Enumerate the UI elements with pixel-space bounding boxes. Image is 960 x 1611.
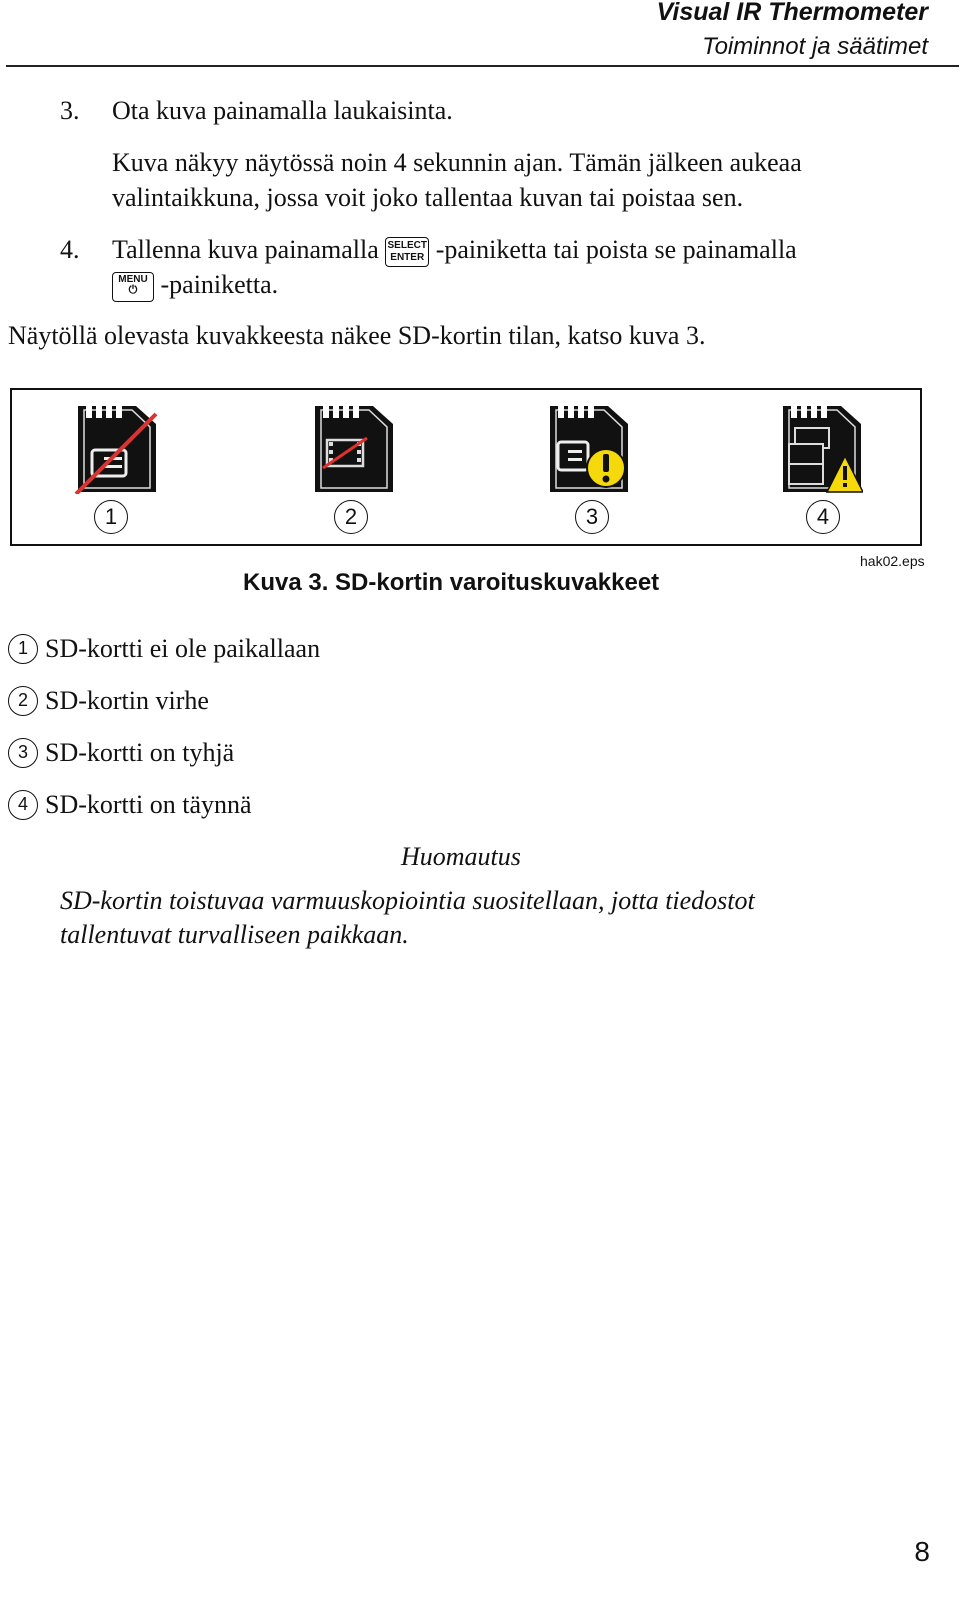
step-detail-line: Kuva näkyy näytössä noin 4 sekunnin ajan. Tämän jälkeen aukeaa [112,148,802,177]
legend-item [8,790,252,826]
figure-filename: hak02.eps [860,553,925,569]
legend-item [8,634,320,670]
legend-item [8,686,209,722]
legend-number: 4 [8,790,38,820]
sd-card-full-icon [779,402,863,494]
step-text [112,267,278,303]
step-text-part: Tallenna kuva painamalla [112,235,379,264]
step-text-part: -painiketta. [160,270,279,299]
step-text [112,232,797,268]
figure-callout-4: 4 [806,500,840,534]
legend-text: SD-kortti on täynnä [45,790,252,819]
sd-card-empty-icon [546,402,630,494]
step-number: 3. [60,96,80,125]
figure-callout-1: 1 [94,500,128,534]
legend-text: SD-kortin virhe [45,686,209,715]
figure-callout-2: 2 [334,500,368,534]
power-symbol-icon: ⏻ [128,284,138,297]
header-divider [6,65,959,67]
key-label-menu: MENU [118,274,148,286]
step-text-part: -painiketta tai poista se painamalla [435,235,797,264]
figure-caption: Kuva 3. SD-kortin varoituskuvakkeet [243,569,660,596]
step-text: Ota kuva painamalla laukaisinta. [112,96,453,125]
legend-item [8,738,234,774]
legend-number: 3 [8,738,38,768]
menu-key-icon [112,272,154,302]
legend-text: SD-kortti on tyhjä [45,738,235,767]
sd-card-missing-icon [74,402,158,494]
figure-callout-3: 3 [575,500,609,534]
document-title: Visual IR Thermometer [656,0,928,26]
page-number: 8 [914,1536,930,1567]
legend-number: 2 [8,686,38,716]
note-title: Huomautus [401,842,521,871]
select-enter-key-icon [385,237,429,267]
note-text: SD-kortin toistuvaa varmuuskopiointia suositellaan, jotta tiedostot tallentuvat turvalliseen paikkaan. [60,886,755,949]
step-detail-line: valintaikkuna, jossa voit joko tallentaa kuvan tai poistaa sen. [112,183,744,212]
legend-number: 1 [8,634,38,664]
sd-card-error-icon [311,402,395,494]
step-number: 4. [60,235,80,264]
key-label-select: SELECT [387,240,427,252]
section-subtitle: Toiminnot ja säätimet [702,33,928,60]
legend-text: SD-kortti ei ole paikallaan [45,634,321,663]
key-label-enter: ENTER [390,252,425,264]
intro-paragraph: Näytöllä olevasta kuvakkeesta näkee SD-kortin tilan, katso kuva 3. [8,321,706,350]
